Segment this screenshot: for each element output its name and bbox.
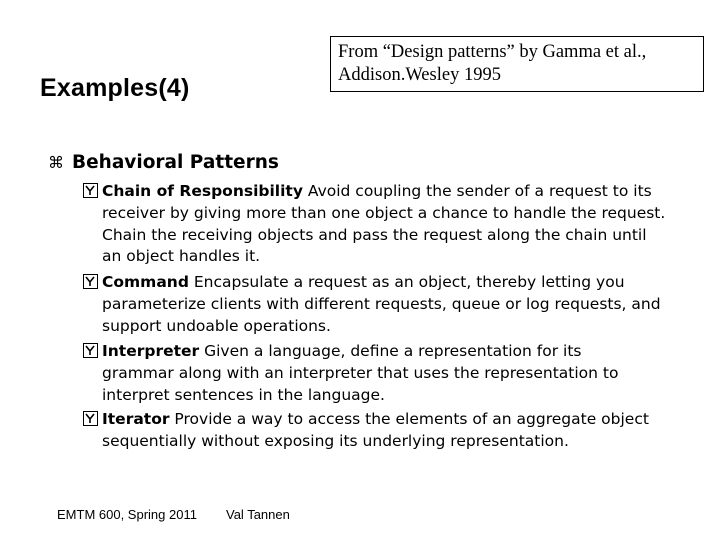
pattern-description-line: sequentially without exposing its underlying representation. (102, 431, 569, 450)
pattern-item-chain-of-responsibility (83, 181, 703, 268)
checkbox-bullet-icon (83, 183, 98, 198)
pattern-item-iterator (83, 409, 703, 453)
source-citation-box (330, 36, 704, 92)
footer-course: EMTM 600, Spring 2011 (57, 507, 197, 522)
pattern-item-interpreter (83, 341, 703, 406)
checkbox-bullet-icon (83, 411, 98, 426)
pattern-description-line: parameterize clients with different requests, queue or log requests, and (102, 294, 661, 313)
section-heading: Behavioral Patterns (72, 152, 279, 173)
pattern-description-line: grammar along with an interpreter that uses the representation to (102, 363, 619, 382)
pattern-description-first: Given a language, define a representation for its (199, 342, 582, 360)
footer-author: Val Tannen (226, 507, 290, 522)
pattern-description-first: Provide a way to access the elements of an aggregate object (169, 410, 649, 428)
checkbox-bullet-icon (83, 274, 98, 289)
command-key-bullet-icon: ⌘ (48, 153, 64, 172)
pattern-item-command (83, 272, 703, 337)
slide-title: Examples(4) (40, 74, 190, 102)
pattern-description-line: an object handles it. (102, 247, 261, 266)
pattern-description-line: Chain the receiving objects and pass the request along the chain until (102, 225, 647, 244)
pattern-description-first: Encapsulate a request as an object, thereby letting you (188, 273, 625, 291)
pattern-term: Interpreter (102, 342, 200, 360)
source-citation-line-1: From “Design patterns” by Gamma et al., (338, 42, 647, 62)
pattern-description-line: support undoable operations. (102, 316, 331, 335)
source-citation-line-2: Addison.Wesley 1995 (338, 65, 501, 85)
pattern-description-first: Avoid coupling the sender of a request to its (302, 182, 652, 200)
pattern-term: Chain of Responsibility (102, 182, 303, 200)
pattern-description-line: interpret sentences in the language. (102, 385, 385, 404)
pattern-description-line: receiver by giving more than one object a chance to handle the request. (102, 203, 666, 222)
checkbox-bullet-icon (83, 343, 98, 358)
section-heading-row (47, 152, 279, 173)
pattern-term: Command (102, 273, 189, 291)
pattern-term: Iterator (102, 410, 170, 428)
